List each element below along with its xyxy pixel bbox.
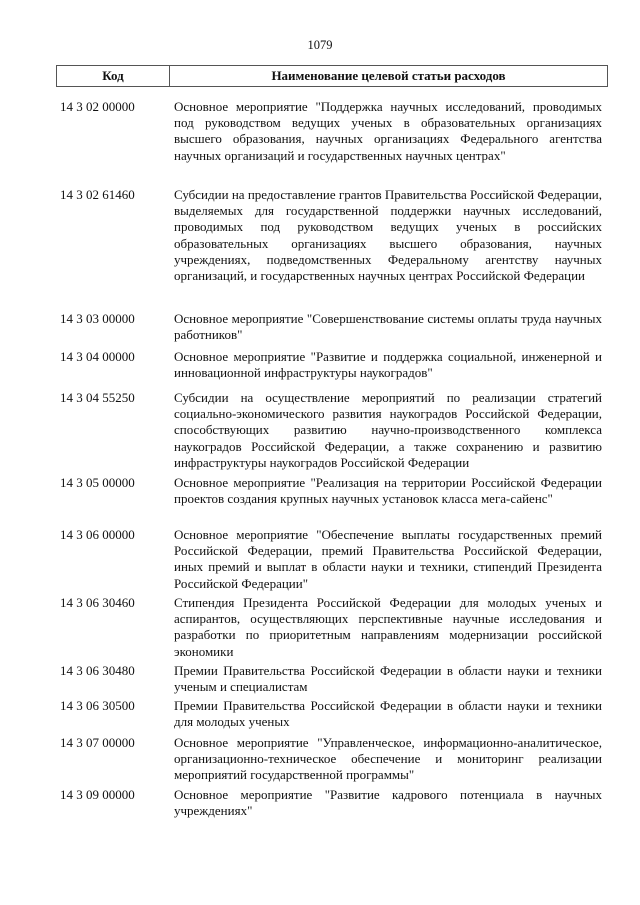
row-code: 14 3 06 30460 xyxy=(60,595,135,610)
row-code: 14 3 03 00000 xyxy=(60,311,135,326)
row-name: Основное мероприятие "Управленческое, информационно-аналитическое, организационно-техническое обеспечение и мониторинг реализации мероприятий государственной программы" xyxy=(174,735,602,783)
row-code: 14 3 02 61460 xyxy=(60,187,135,202)
table-row xyxy=(60,735,604,784)
row-name: Субсидии на осуществление мероприятий по реализации стратегий социально-экономического развития наукоградов Российской Федерации, способствующих развитию научно-производственного комплекса наукоградов Российской Федерации, а также сохранению и развитию инфраструктуры наукоградов Российской Федерации xyxy=(174,390,602,470)
table-row xyxy=(60,595,604,660)
row-code: 14 3 07 00000 xyxy=(60,735,135,750)
row-code: 14 3 04 55250 xyxy=(60,390,135,405)
row-name: Основное мероприятие "Обеспечение выплаты государственных премий Российской Федерации, премий Правительства Российской Федерации, иных премий и выплат в области науки и техники, стипендий Президента Российской Федерации" xyxy=(174,527,602,591)
table-row xyxy=(60,349,604,381)
row-code: 14 3 06 30480 xyxy=(60,663,135,678)
row-name: Премии Правительства Российской Федерации в области науки и техники ученым и специалистам xyxy=(174,663,602,695)
row-code: 14 3 09 00000 xyxy=(60,787,135,802)
table-row xyxy=(60,663,604,695)
row-name: Основное мероприятие "Развитие и поддержка социальной, инженерной и инновационной инфраструктуры наукоградов" xyxy=(174,349,602,381)
row-name: Основное мероприятие "Совершенствование системы оплаты труда научных работников" xyxy=(174,311,602,343)
page-number: 1079 xyxy=(307,38,333,52)
column-header-name: Наименование целевой статьи расходов xyxy=(271,68,506,83)
table-row xyxy=(60,99,604,164)
row-name: Основное мероприятие "Поддержка научных исследований, проводимых под руководством ведущих ученых в образовательных организациях высшего образования, научных организациях Федерального агентства научных организаций и государственных научных центрах" xyxy=(174,99,602,163)
table-row xyxy=(60,311,604,343)
table-row xyxy=(60,187,604,284)
row-name: Основное мероприятие "Реализация на территории Российской Федерации проектов создания крупных научных установок класса мега-сайенс" xyxy=(174,475,602,507)
table-row xyxy=(60,390,604,471)
table-header xyxy=(56,65,608,87)
row-name: Основное мероприятие "Развитие кадрового потенциала в научных учреждениях" xyxy=(174,787,602,819)
row-code: 14 3 04 00000 xyxy=(60,349,135,364)
table-row xyxy=(60,527,604,592)
table-row xyxy=(60,475,604,507)
row-name: Субсидии на предоставление грантов Правительства Российской Федерации, выделяемых для государственной поддержки научных исследований, проводимых под руководством ведущих ученых в российских образовательных организациях высшего образования, научных учреждениях, подведомственных Федеральному агентству научных организаций, и государственных научных центрах Российской Федерации xyxy=(174,187,602,284)
table-row xyxy=(60,787,604,819)
row-code: 14 3 02 00000 xyxy=(60,99,135,114)
row-name: Стипендия Президента Российской Федерации для молодых ученых и аспирантов, осуществляющих перспективные научные исследования и разработки по приоритетным направлениям модернизации российской экономики xyxy=(174,595,602,659)
row-name: Премии Правительства Российской Федерации в области науки и техники для молодых ученых xyxy=(174,698,602,730)
row-code: 14 3 05 00000 xyxy=(60,475,135,490)
row-code: 14 3 06 00000 xyxy=(60,527,135,542)
column-header-code: Код xyxy=(57,66,170,86)
row-code: 14 3 06 30500 xyxy=(60,698,135,713)
table-row xyxy=(60,698,604,730)
